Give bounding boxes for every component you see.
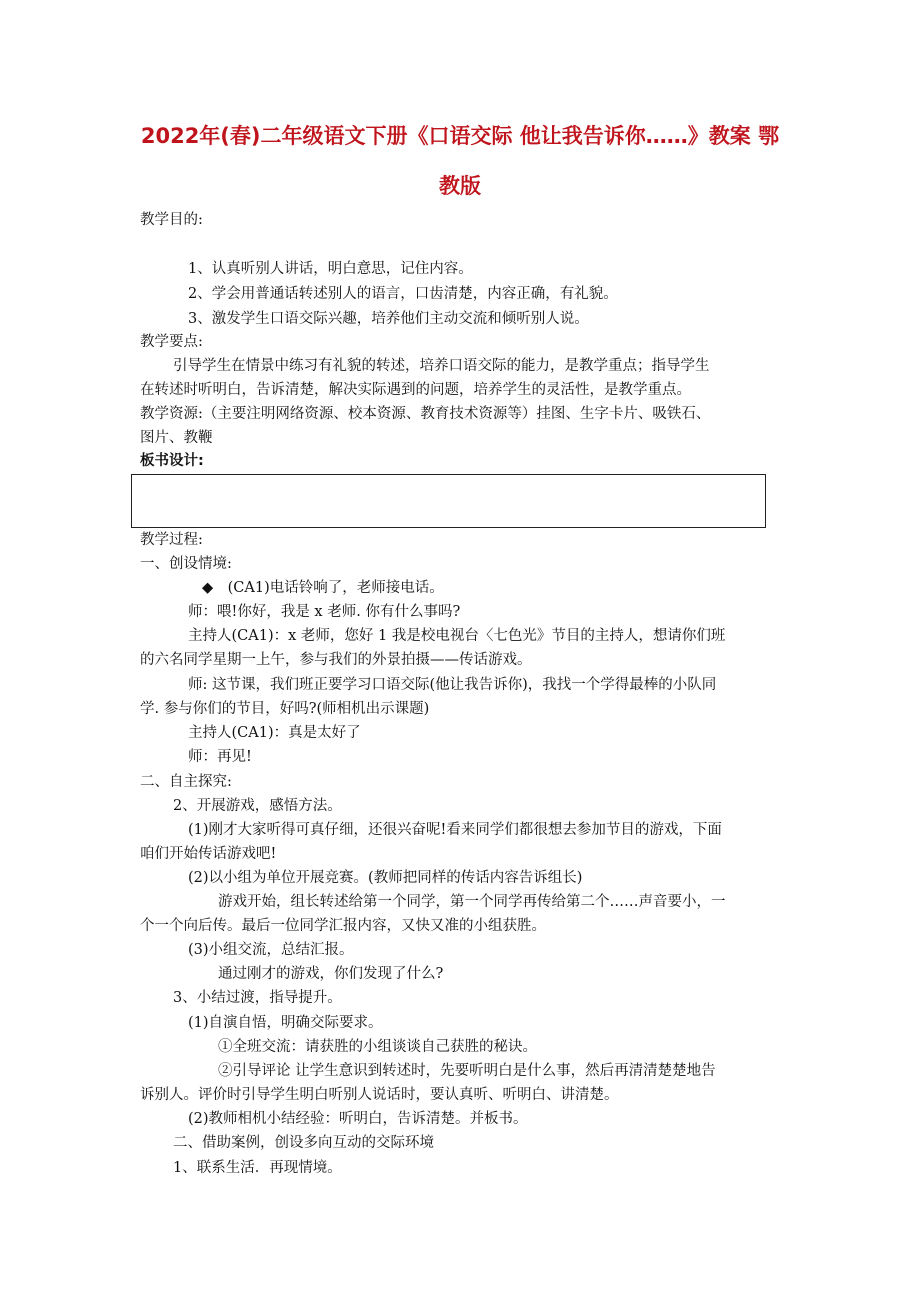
- heading-teaching-points: 教学要点:: [140, 334, 203, 350]
- paragraph-line: 咱们开始传话游戏吧!: [140, 846, 277, 862]
- paragraph-line: 图片、教鞭: [140, 430, 213, 446]
- step-line: 2、开展游戏，感悟方法。: [173, 798, 342, 814]
- paragraph-line: (2)以小组为单位开展竞赛。(教师把同样的传话内容告诉组长): [188, 870, 583, 886]
- section-heading: 二、自主探究:: [140, 774, 232, 790]
- goal-item: 1、认真听别人讲话，明白意思，记住内容。: [188, 261, 473, 277]
- section-heading: 二、借助案例，创设多向互动的交际环境: [173, 1135, 434, 1151]
- goal-item: 3、激发学生口语交际兴趣，培养他们主动交流和倾听别人说。: [188, 311, 589, 327]
- heading-board-design: 板书设计:: [140, 453, 204, 469]
- dialogue-line: 学. 参与你们的节目，好吗?(师相机出示课题): [140, 701, 430, 717]
- step-line: 3、小结过渡，指导提升。: [173, 990, 342, 1006]
- board-design-box: [131, 474, 766, 528]
- dialogue-line: 主持人(CA1)：x 老师，您好 1 我是校电视台〈七色光》节目的主持人，想请你们班: [188, 628, 726, 644]
- section-heading: 一、创设情境:: [140, 556, 232, 572]
- goal-item: 2、学会用普通话转述别人的语言，口齿清楚，内容正确，有礼貌。: [188, 286, 618, 302]
- dialogue-line: 师: 这节课，我们班正要学习口语交际(他让我告诉你)，我找一个学得最棒的小队同: [188, 677, 717, 693]
- dialogue-line: 的六名同学星期一上午，参与我们的外景拍摄——传话游戏。: [140, 652, 532, 668]
- dialogue-line: 师：喂!你好，我是 x 老师. 你有什么事吗?: [188, 604, 461, 620]
- paragraph-line: (3)小组交流，总结汇报。: [188, 942, 354, 958]
- paragraph-line: (1)刚才大家听得可真仔细，还很兴奋呢!看来同学们都很想去参加节目的游戏，下面: [188, 822, 722, 838]
- paragraph-line: ②引导评论 让学生意识到转述时，先要听明白是什么事，然后再清清楚楚地告: [218, 1063, 716, 1079]
- document-title-line-1: 2022年(春)二年级语文下册《口语交际 他让我告诉你……》教案 鄂: [140, 124, 780, 148]
- dialogue-line: 师：再见!: [188, 749, 252, 765]
- paragraph-line: (1)自演自悟，明确交际要求。: [188, 1015, 383, 1031]
- paragraph-line: 引导学生在情景中练习有礼貌的转述，培养口语交际的能力，是教学重点；指导学生: [173, 358, 710, 374]
- paragraph-line: 在转述时听明白，告诉清楚，解决实际遇到的问题，培养学生的灵活性，是教学重点。: [140, 382, 691, 398]
- heading-teaching-process: 教学过程:: [140, 532, 203, 548]
- paragraph-line: 通过刚才的游戏，你们发现了什么?: [218, 966, 444, 982]
- bullet-line: ◆ (CA1)电话铃响了，老师接电话。: [202, 580, 444, 596]
- document-title-line-2: 教版: [439, 174, 481, 198]
- teaching-resources: 教学资源:（主要注明网络资源、校本资源、教育技术资源等）挂图、生字卡片、吸铁石、: [140, 406, 711, 422]
- step-line: 1、联系生活．再现情境。: [173, 1160, 342, 1176]
- paragraph-line: 诉别人。评价时引导学生明白听别人说话时，要认真听、听明白、讲清楚。: [140, 1087, 619, 1103]
- paragraph-line: ①全班交流：请获胜的小组谈谈自己获胜的秘诀。: [218, 1039, 537, 1055]
- paragraph-line: (2)教师相机小结经验：听明白，告诉清楚。并板书。: [188, 1111, 528, 1127]
- heading-teaching-goals: 教学目的:: [140, 212, 203, 228]
- paragraph-line: 游戏开始，组长转述给第一个同学，第一个同学再传给第二个……声音要小，一: [218, 894, 726, 910]
- dialogue-line: 主持人(CA1)：真是太好了: [188, 725, 361, 741]
- paragraph-line: 个一个向后传。最后一位同学汇报内容，又快又准的小组获胜。: [140, 918, 546, 934]
